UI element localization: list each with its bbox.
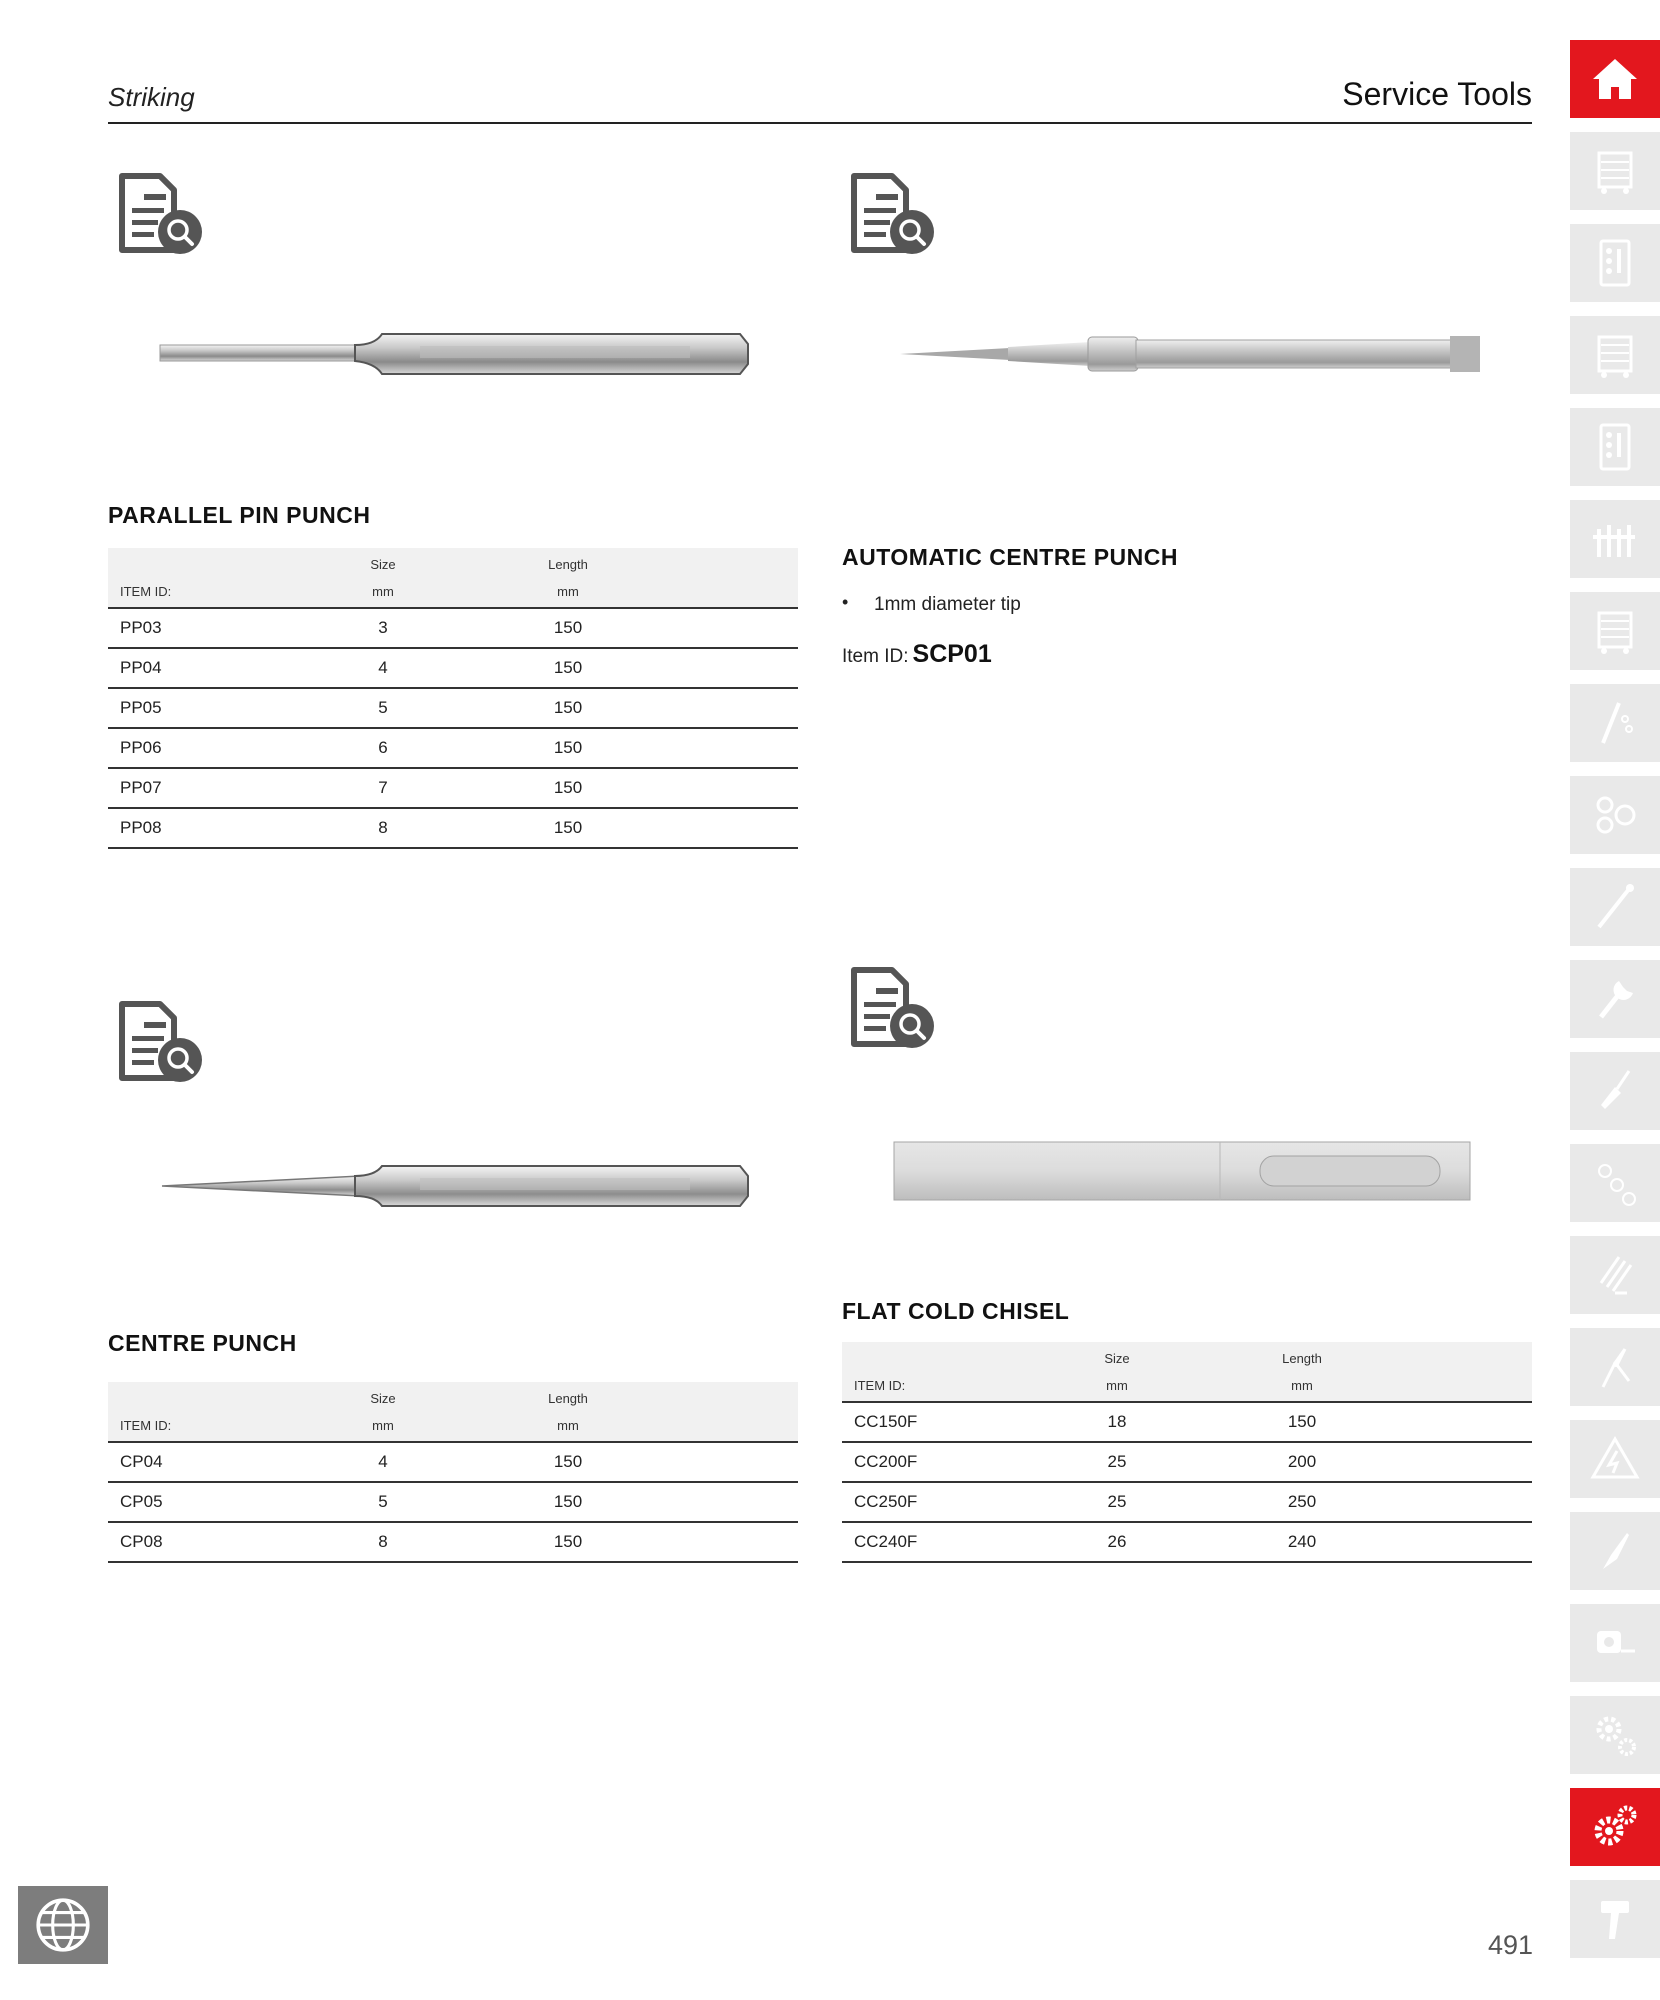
table-row: CC150F 18 150 — [842, 1402, 1532, 1442]
bits-icon — [1589, 1157, 1641, 1209]
home-icon — [1589, 53, 1641, 105]
sidebar-tab-tool-module[interactable] — [1570, 408, 1660, 486]
sidebar-tab-hex-keys[interactable] — [1570, 1236, 1660, 1314]
sidebar-tab-knife[interactable] — [1570, 1512, 1660, 1590]
tool-cabinet-icon — [1589, 329, 1641, 381]
page-number: 491 — [1488, 1930, 1534, 1960]
table-row: PP04 4 150 — [108, 648, 798, 688]
table-row: PP03 3 150 — [108, 608, 798, 648]
air-tools-icon — [1589, 1893, 1641, 1945]
sidebar-tab-torque-wrench[interactable] — [1570, 868, 1660, 946]
knife-icon — [1589, 1525, 1641, 1577]
column-header-length: Length mm — [1192, 1342, 1412, 1402]
centre-punch-table — [108, 1382, 798, 1563]
storage-chest-icon — [1589, 605, 1641, 657]
automatic-centre-punch-image — [890, 318, 1490, 388]
parallel-pin-punch-table — [108, 548, 798, 849]
table-row: PP06 6 150 — [108, 728, 798, 768]
socket-set-icon — [1589, 513, 1641, 565]
column-header-size: Size mm — [1042, 1342, 1192, 1402]
sidebar-tab-service-tools[interactable] — [1570, 1788, 1660, 1866]
column-header-item-id: ITEM ID: — [108, 548, 308, 608]
measuring-tape-icon — [1589, 1617, 1641, 1669]
sidebar-tab-measuring-tape[interactable] — [1570, 1604, 1660, 1682]
centre-punch-image — [150, 1150, 760, 1220]
tool-tray-icon — [1589, 237, 1641, 289]
screwdriver-icon — [1589, 1065, 1641, 1117]
sidebar-tab-sockets[interactable] — [1570, 776, 1660, 854]
sidebar-tab-screwdriver[interactable] — [1570, 1052, 1660, 1130]
automatic-centre-punch-title: AUTOMATIC CENTRE PUNCH — [842, 544, 1178, 570]
sidebar-tab-screwdriver-bits[interactable] — [1570, 684, 1660, 762]
insulated-tools-icon — [1589, 1433, 1641, 1485]
globe-icon — [32, 1894, 94, 1956]
table-row: PP05 5 150 — [108, 688, 798, 728]
column-header-size: Size mm — [308, 1382, 458, 1442]
table-row: PP08 8 150 — [108, 808, 798, 848]
tool-module-icon — [1589, 421, 1641, 473]
sidebar-tab-tool-trolley[interactable] — [1570, 132, 1660, 210]
sidebar-tab-bits[interactable] — [1570, 1144, 1660, 1222]
tool-trolley-icon — [1589, 145, 1641, 197]
document-search-icon[interactable] — [846, 960, 942, 1056]
table-row: PP07 7 150 — [108, 768, 798, 808]
table-row: CC250F 25 250 — [842, 1482, 1532, 1522]
sockets-icon — [1589, 789, 1641, 841]
parallel-pin-punch-title: PARALLEL PIN PUNCH — [108, 502, 371, 528]
pliers-icon — [1589, 1341, 1641, 1393]
torque-wrench-icon — [1589, 881, 1641, 933]
parallel-pin-punch-image — [150, 320, 760, 390]
table-row: CC200F 25 200 — [842, 1442, 1532, 1482]
gears-icon — [1589, 1709, 1641, 1761]
flat-cold-chisel-table — [842, 1342, 1532, 1563]
table-row: CP04 4 150 — [108, 1442, 798, 1482]
header-category-title: Service Tools — [1342, 76, 1532, 112]
screwdriver-bits-icon — [1589, 697, 1641, 749]
sidebar-tab-air-tools[interactable] — [1570, 1880, 1660, 1958]
hex-keys-icon — [1589, 1249, 1641, 1301]
spanner-icon — [1589, 973, 1641, 1025]
service-tools-icon — [1589, 1801, 1641, 1853]
sidebar-tab-home[interactable] — [1570, 40, 1660, 118]
header-section-label: Striking — [108, 82, 195, 112]
sidebar-tab-storage-chest[interactable] — [1570, 592, 1660, 670]
table-row: CP08 8 150 — [108, 1522, 798, 1562]
column-header-item-id: ITEM ID: — [108, 1382, 308, 1442]
document-search-icon[interactable] — [846, 166, 942, 262]
sidebar-tab-tool-cabinet[interactable] — [1570, 316, 1660, 394]
item-id: Item ID: SCP01 — [842, 640, 992, 668]
column-header-length: Length mm — [458, 1382, 678, 1442]
column-header-item-id: ITEM ID: — [842, 1342, 1042, 1402]
sidebar-tab-socket-set[interactable] — [1570, 500, 1660, 578]
table-header-row — [108, 1382, 798, 1442]
globe-button[interactable] — [18, 1886, 108, 1964]
table-header-row — [842, 1342, 1532, 1402]
table-row: CC240F 26 240 — [842, 1522, 1532, 1562]
document-search-icon[interactable] — [114, 166, 210, 262]
item-id-value: SCP01 — [912, 640, 992, 668]
sidebar-tab-pliers[interactable] — [1570, 1328, 1660, 1406]
flat-cold-chisel-title: FLAT COLD CHISEL — [842, 1298, 1070, 1324]
document-search-icon[interactable] — [114, 994, 210, 1090]
column-header-size: Size mm — [308, 548, 458, 608]
sidebar-tab-gears[interactable] — [1570, 1696, 1660, 1774]
sidebar-tab-tool-tray[interactable] — [1570, 224, 1660, 302]
flat-cold-chisel-image — [880, 1136, 1480, 1208]
feature-text: 1mm diameter tip — [874, 594, 1021, 615]
table-row: CP05 5 150 — [108, 1482, 798, 1522]
header-rule — [108, 122, 1532, 124]
sidebar-tab-insulated-tools[interactable] — [1570, 1420, 1660, 1498]
table-header-row — [108, 548, 798, 608]
bullet-dot: • — [842, 592, 849, 612]
column-header-length: Length mm — [458, 548, 678, 608]
centre-punch-title: CENTRE PUNCH — [108, 1330, 297, 1356]
sidebar-tab-spanner[interactable] — [1570, 960, 1660, 1038]
